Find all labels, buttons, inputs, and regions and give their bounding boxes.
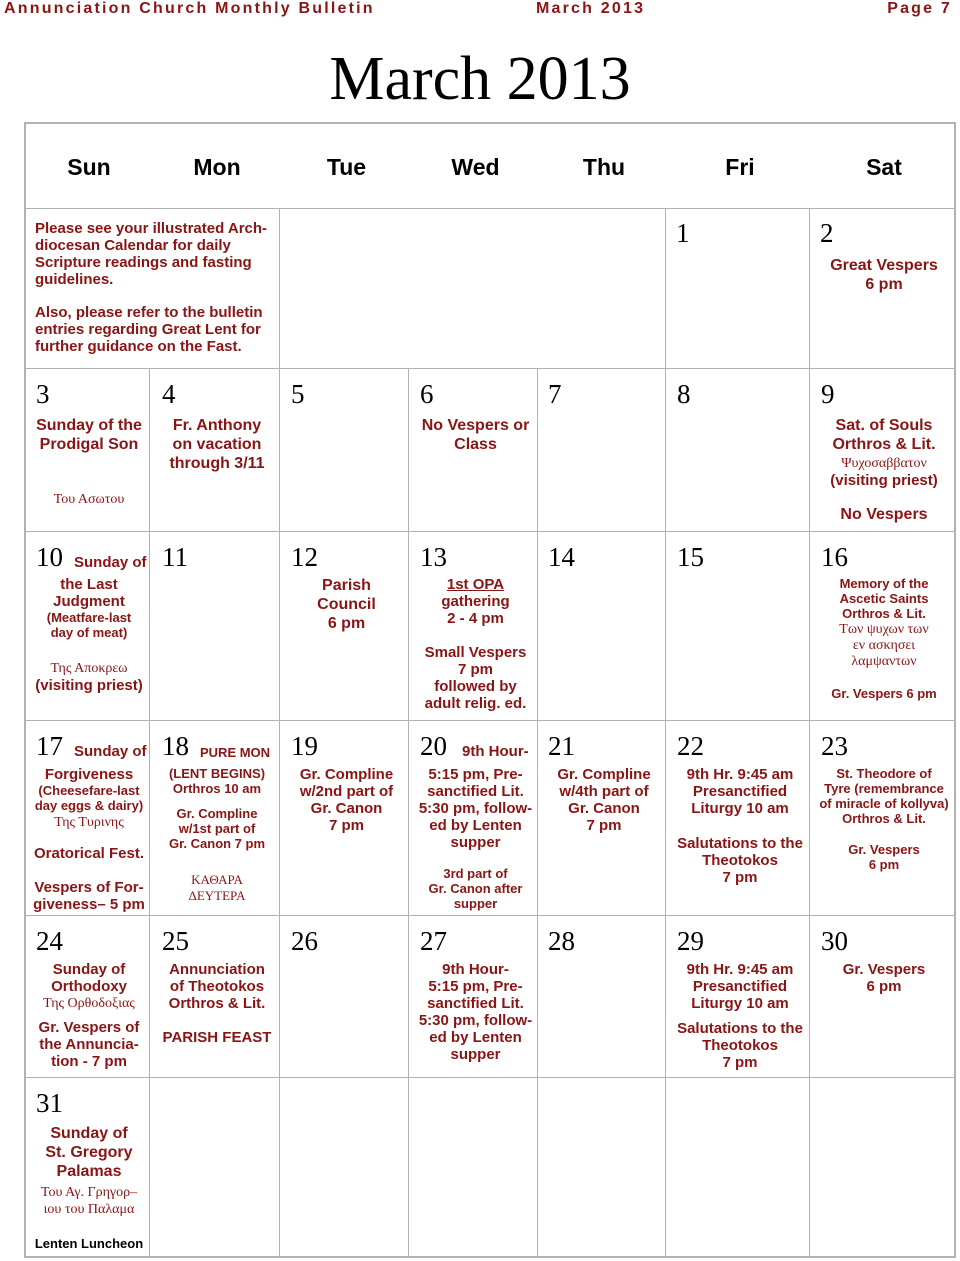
day-25-events: Annunciation of Theotokos Orthros & Lit. [168, 961, 266, 1012]
bulletin-header [0, 0, 960, 22]
day-3-events: Sunday of the Prodigal Son [36, 417, 142, 453]
day-31-luncheon: Lenten Luncheon [34, 1236, 144, 1251]
day-24-events: Sunday of Orthodoxy [51, 961, 127, 995]
day-number: 14 [548, 542, 575, 572]
day-18-greek: ΚΑΘΑΡΑ ΔΕΥΤΕΡΑ [188, 872, 246, 903]
day-16-events: Memory of the Ascetic Saints Orthros & Lit. [839, 576, 929, 621]
day-number: 18 [162, 731, 189, 761]
day-number: 22 [677, 731, 704, 761]
day-9-greek: Ψυχοσαββατον [841, 456, 927, 471]
day-10-greek: Της Αποκρεω [50, 661, 128, 676]
day-number: 31 [36, 1088, 63, 1118]
day-10-tag: Sunday of [74, 554, 147, 571]
day-30-events: Gr. Vespers 6 pm [842, 961, 926, 995]
bulletin-month: March 2013 [536, 0, 646, 17]
day-23-events: St. Theodore of Tyre (remembrance of miracle of kollyva) Orthros & Lit. [819, 766, 949, 826]
day-number: 30 [821, 926, 848, 956]
day-number: 5 [291, 379, 305, 409]
day-number: 15 [677, 542, 704, 572]
day-number: 12 [291, 542, 318, 572]
day-header-thu: Thu [582, 154, 626, 180]
day-24-greek: Της Ορθοδοξιας [43, 996, 135, 1011]
day-number: 27 [420, 926, 447, 956]
day-number: 1 [676, 218, 690, 248]
day-24-vespers: Gr. Vespers of the Annuncia- tion - 7 pm [38, 1019, 140, 1070]
day-16-vespers: Gr. Vespers 6 pm [831, 686, 937, 701]
day-25-feast: PARISH FEAST [162, 1029, 272, 1046]
day-number: 4 [162, 379, 176, 409]
day-19-events: Gr. Compline w/2nd part of Gr. Canon 7 pm [299, 766, 394, 834]
day-number: 17 [36, 731, 63, 761]
day-number: 13 [420, 542, 447, 572]
day-number: 29 [677, 926, 704, 956]
day-number: 28 [548, 926, 575, 956]
bulletin-name: Annunciation Church Monthly Bulletin [4, 0, 375, 17]
day-17-greek: Της Τυρινης [54, 815, 124, 830]
day-number: 8 [677, 379, 691, 409]
day-number: 25 [162, 926, 189, 956]
day-9-events: Sat. of Souls Orthros & Lit. [832, 417, 936, 453]
day-13-vespers: Small Vespers 7 pm followed by adult relig. ed. [424, 644, 527, 712]
day-4-events: Fr. Anthony on vacation through 3/11 [169, 417, 265, 472]
day-22-salutations: Salutations to the Theotokos 7 pm [677, 835, 803, 886]
day-6-events: No Vespers or Class [421, 417, 530, 453]
day-number: 24 [36, 926, 63, 956]
day-number: 19 [291, 731, 318, 761]
day-31-greek: Του Αγ. Γρηγορ– ιου του Παλαμα [40, 1185, 138, 1217]
day-header-wed: Wed [451, 154, 500, 180]
day-13-events: 1st OPA gathering 2 - 4 pm [441, 576, 510, 627]
day-number: 26 [291, 926, 318, 956]
day-17-oratorical: Oratorical Fest. [33, 845, 145, 862]
day-header-sun: Sun [67, 154, 111, 180]
day-23-vespers: Gr. Vespers 6 pm [848, 842, 920, 872]
day-header-tue: Tue [326, 154, 367, 180]
day-number: 11 [162, 542, 188, 572]
day-29-salutations: Salutations to the Theotokos 7 pm [677, 1020, 803, 1071]
day-header-mon: Mon [193, 154, 241, 180]
day-10-priest: (visiting priest) [35, 677, 143, 694]
day-2-events: Great Vespers 6 pm [830, 257, 938, 293]
day-number: 16 [821, 542, 848, 572]
day-number: 7 [548, 379, 562, 409]
day-17-vespers: Vespers of For- giveness– 5 pm [33, 879, 145, 913]
day-3-greek: Του Ασωτου [53, 492, 125, 507]
day-18-tag: PURE MON [200, 745, 271, 760]
day-9-no-vespers: No Vespers [840, 506, 928, 523]
day-number: 10 [36, 542, 63, 572]
day-number: 3 [36, 379, 50, 409]
day-number: 2 [820, 218, 834, 248]
day-17-events: Forgiveness (Cheesefare-last day eggs & dairy) [34, 766, 144, 813]
day-10-events: the Last Judgment (Meatfare-last day of meat) [46, 576, 132, 640]
day-20-canon: 3rd part of Gr. Canon after supper [428, 866, 523, 911]
day-number: 23 [821, 731, 848, 761]
day-27-events: 9th Hour- 5:15 pm, Pre- sanctified Lit. 5:30 pm, follow- ed by Lenten supper [418, 961, 533, 1063]
day-29-events: 9th Hr. 9:45 am Presanctified Liturgy 10 am [686, 961, 794, 1012]
day-16-greek: Των ψυχων των εν ασκησει λαμψαντων [839, 622, 929, 669]
calendar-grid [24, 122, 956, 1258]
day-18-events: (LENT BEGINS) Orthros 10 am Gr. Compline w/1st part of Gr. Canon 7 pm [168, 766, 266, 851]
day-31-events: Sunday of St. Gregory Palamas [45, 1125, 133, 1180]
day-20-tag: 9th Hour- [462, 743, 529, 760]
intro-note: Please see your illustrated Arch- diocesan Calendar for daily Scripture readings and fasting guidelines. Also, please refer to the bulletin entries regarding Great Lent for further guidance on the Fast. [35, 220, 268, 355]
day-17-tag: Sunday of [74, 743, 147, 760]
day-number: 9 [821, 379, 835, 409]
day-number: 20 [420, 731, 447, 761]
page-number: Page 7 [887, 0, 952, 17]
day-9-priest: (visiting priest) [830, 472, 938, 489]
day-header-sat: Sat [866, 154, 902, 180]
day-number: 21 [548, 731, 575, 761]
day-12-events: Parish Council 6 pm [317, 577, 376, 632]
day-header-fri: Fri [725, 154, 755, 180]
day-21-events: Gr. Compline w/4th part of Gr. Canon 7 pm [557, 766, 651, 834]
day-22-events: 9th Hr. 9:45 am Presanctified Liturgy 10 am [686, 766, 794, 817]
page-title: March 2013 [329, 45, 631, 113]
day-20-events: 5:15 pm, Pre- sanctified Lit. 5:30 pm, follow- ed by Lenten supper [418, 766, 533, 851]
day-number: 6 [420, 379, 434, 409]
